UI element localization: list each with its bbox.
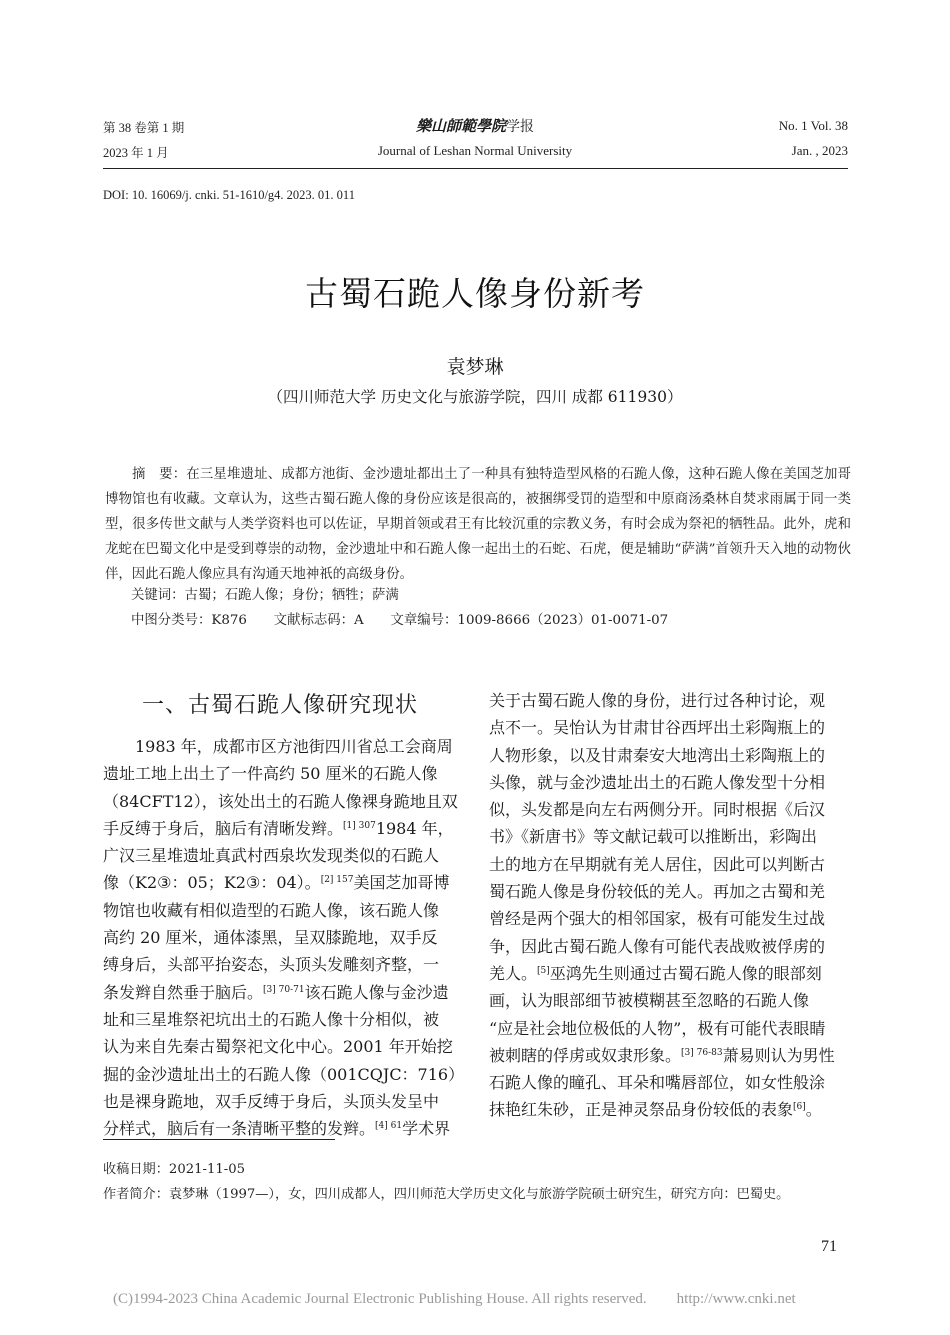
text-line (489, 851, 849, 878)
text-line (489, 742, 849, 769)
copyright-notice: (C)1994-2023 China Academic Journal Electronic Publishing House. All rights reserved. http://www.cnki.net (113, 1291, 796, 1307)
line-text: 书》《新唐书》等文献记载可以推断出，彩陶出 (489, 827, 818, 847)
text-line (489, 878, 849, 905)
text-line (103, 924, 463, 951)
line-text: 掘的金沙遗址出土的石跪人像（001CQJC：716） (103, 1064, 465, 1084)
line-text-after-ref: 该石跪人像与金沙遗 (304, 982, 449, 1002)
article-title: 古蜀石跪人像身份新考 (305, 274, 645, 313)
text-line (103, 788, 463, 815)
line-text: 曾经是两个强大的相邻国家，极有可能发生过战 (489, 909, 826, 929)
text-line (103, 869, 463, 896)
text-line (103, 760, 463, 787)
issue-number-en: No. 1 Vol. 38 (778, 118, 848, 133)
line-text: 画，认为眼部细节被模糊甚至忽略的石跪人像 (489, 991, 810, 1011)
journal-suffix: 学报 (506, 120, 534, 135)
text-line (103, 979, 463, 1006)
line-text: 羌人。 (489, 963, 538, 983)
text-line (489, 905, 849, 932)
line-text: 条发辫自然垂于脑后。 (103, 982, 264, 1002)
classification-info: 中图分类号：K876 文献标志码：A 文章编号：1009-8666（2023）01-0071-07 (131, 613, 669, 628)
citation-ref: [6] (793, 1102, 806, 1113)
text-line (489, 960, 849, 987)
author-bio: 作者简介：袁梦琳（1997—），女，四川成都人，四川师范大学历史文化与旅游学院硕士研究生，研究方向：巴蜀史。 (103, 1187, 790, 1202)
line-text-after-ref: 美国芝加哥博 (353, 873, 450, 893)
text-line (489, 796, 849, 823)
line-text: 关于古蜀石跪人像的身份，进行过各种讨论，观 (489, 691, 826, 710)
text-line (489, 987, 849, 1014)
line-text: 广汉三星堆遗址真武村西泉坎发现类似的石跪人 (103, 846, 440, 866)
page-number: 71 (821, 1238, 837, 1255)
line-text: 像（K2③：05；K2③：04）。 (103, 873, 321, 893)
section-heading: 一、古蜀石跪人像研究现状 (142, 693, 419, 718)
text-line (489, 933, 849, 960)
journal-logo: 樂山師範學院 (415, 117, 506, 135)
line-text-after-ref: 学术界 (402, 1119, 451, 1139)
text-line (489, 823, 849, 850)
line-text: 缚身后，头部平抬姿态，头顶头发雕刻齐整，一 (103, 955, 440, 975)
line-text: 抹艳红朱砂，正是神灵祭品身份较低的表象 (489, 1100, 794, 1120)
text-line (103, 815, 463, 842)
citation-ref: [2] 157 (320, 875, 354, 886)
line-text-after-ref: 巫鸿先生则通过古蜀石跪人像的眼部刻 (549, 963, 822, 983)
text-line (489, 1069, 849, 1096)
abstract (105, 462, 851, 587)
text-line (103, 1061, 463, 1088)
text-line (489, 1096, 849, 1123)
line-text: 分样式，脑后有一条清晰平整的发辫。 (103, 1119, 376, 1139)
line-text: “应是社会地位极低的人物”，极有可能代表眼睛 (489, 1018, 826, 1038)
line-text: 高约 20 厘米，通体漆黑，呈双膝跪地，双手反 (103, 928, 438, 948)
line-text: 被刺瞎的俘虏或奴隶形象。 (489, 1045, 682, 1065)
citation-ref: [5] (537, 965, 550, 976)
issue-volume: 第 38 卷第 1 期 (103, 121, 185, 135)
line-text: 认为来自先秦古蜀祭祀文化中心。2001 年开始挖 (103, 1037, 453, 1057)
line-text: 头像，就与金沙遗址出土的石跪人像发型十分相 (489, 772, 826, 792)
text-line (103, 842, 463, 869)
line-text: 人物形象，以及甘肃秦安大地湾出土彩陶瓶上的 (489, 745, 826, 765)
citation-ref: [4] 61 (375, 1121, 403, 1132)
line-text: 石跪人像的瞳孔、耳朵和嘴唇部位，如女性般涂 (489, 1073, 826, 1093)
affiliation: （四川师范大学 历史文化与旅游学院，四川 成都 611930） (267, 388, 683, 406)
issue-date: 2023 年 1 月 (103, 146, 169, 160)
line-text: 蜀石跪人像是身份较低的羌人。再加之古蜀和羌 (489, 882, 826, 902)
footnote-rule (103, 1139, 335, 1140)
text-line (489, 769, 849, 796)
citation-ref: [3] 76-83 (681, 1047, 723, 1058)
line-text-after-ref: 。 (805, 1100, 822, 1120)
text-line (489, 1015, 849, 1042)
text-line (103, 1088, 463, 1115)
line-text: 也是裸身跪地，双手反缚于身后，头顶头发呈中 (103, 1091, 440, 1111)
line-text: 点不一。吴怡认为甘肃甘谷西坪出土彩陶瓶上的 (489, 718, 826, 738)
line-text: 1983 年，成都市区方池街四川省总工会商周 (103, 737, 453, 756)
text-line (103, 897, 463, 924)
line-text: 争，因此古蜀石跪人像有可能代表战败被俘虏的 (489, 936, 826, 956)
line-text: 土的地方在早期就有羌人居住，因此可以判断古 (489, 854, 826, 874)
text-line (103, 1033, 463, 1060)
line-text: （84CFT12），该处出土的石跪人像裸身跪地且双 (103, 791, 458, 811)
text-line (103, 733, 463, 760)
line-text: 遗址工地上出土了一件高约 50 厘米的石跪人像 (103, 764, 438, 784)
right-column (489, 687, 849, 1124)
line-text: 似，头发都是向左右两侧分开。同时根据《后汉 (489, 800, 826, 820)
issue-date-en: Jan. , 2023 (791, 143, 848, 158)
doi: DOI: 10. 16069/j. cnki. 51-1610/g4. 2023. 01. 011 (103, 188, 355, 202)
received-date: 收稿日期：2021-11-05 (103, 1162, 245, 1177)
abstract-label: 摘 要： (132, 467, 187, 482)
text-line (489, 714, 849, 741)
abstract-text: 在三星堆遗址、成都方池街、金沙遗址都出土了一种具有独特造型风格的石跪人像，这种石跪人像在美国芝加哥博物馆也有收藏。文章认为，这些古蜀石跪人像的身份应该是很高的，被捆绑受罚的造型和中原商汤桑林自焚求雨属于同一类型，很多传世文献与人类学资料也可以佐证，早期首领或君王有比较沉重的宗教义务，有时会成为祭祀的牺牲品。此外，虎和龙蛇在巴蜀文化中是受到尊崇的动物，金沙遗址中和石跪人像一起出土的石蛇、石虎，便是辅助“萨满”首领升天入地的动物伙伴，因此石跪人像应具有沟通天地神祇的高级身份。 (105, 467, 851, 582)
text-line (103, 951, 463, 978)
header-rule (103, 168, 848, 169)
keywords: 关键词：古蜀；石跪人像；身份；牺牲；萨满 (131, 588, 399, 603)
line-text: 址和三星堆祭祀坑出土的石跪人像十分相似，被 (103, 1009, 440, 1029)
line-text: 手反缚于身后，脑后有清晰发辫。 (103, 818, 344, 838)
journal-name-en: Journal of Leshan Normal University (377, 143, 573, 158)
text-line (489, 687, 849, 714)
text-line (103, 1006, 463, 1033)
author-name: 袁梦琳 (446, 356, 504, 378)
line-text-after-ref: 1984 年， (375, 818, 454, 838)
citation-ref: [1] 307 (343, 820, 376, 831)
line-text-after-ref: 萧易则认为男性 (722, 1045, 835, 1065)
left-column (103, 733, 463, 1142)
line-text: 物馆也收藏有相似造型的石跪人像，该石跪人像 (103, 900, 440, 920)
citation-ref: [3] 70-71 (263, 984, 305, 995)
text-line (489, 1042, 849, 1069)
